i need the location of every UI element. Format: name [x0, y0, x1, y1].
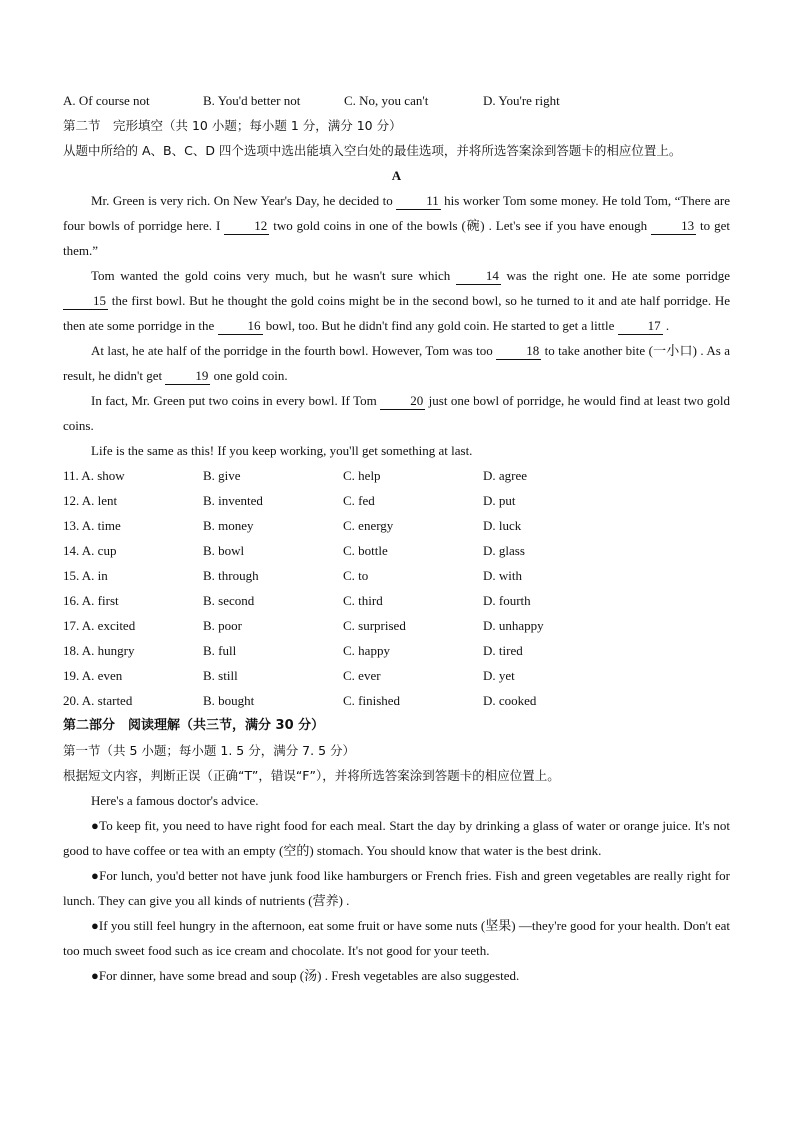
passage-paragraph-2: Tom wanted the gold coins very much, but he wasn't sure which 14 was the right one. He ate some porridge 15 the first bowl. But he thought the gold coins might be in the second bowl, so he turned to it and ate half porridge. He then ate some porridge in the 16 bowl, too. But he didn't find any gold coin. He started to get a little 17 . [63, 268, 730, 333]
advice-bullet-4: ●For dinner, have some bread and soup (汤) . Fresh vegetables are also suggested. [91, 968, 520, 983]
question-row: 19. A. even B. still C. ever D. yet [63, 668, 515, 683]
advice-bullet-1: ●To keep fit, you need to have right food for each meal. Start the day by drinking a glass of water or orange juice. It's not good to have coffee or tea with an empty (空的) stomach. You should know that water is the best drink. [63, 818, 730, 858]
question-row: 15. A. in B. through C. to D. with [63, 568, 522, 583]
advice-bullet-3: ●If you still feel hungry in the afternoon, eat some fruit or have some nuts (坚果) —they're good for your health. Don't eat too much sweet food such as ice cream and chocolate. It's not good for your teeth. [63, 918, 730, 958]
blank-18: 18 [496, 343, 541, 360]
blank-12: 12 [224, 218, 269, 235]
document-page [63, 88, 730, 988]
option-d: D. You're right [483, 93, 560, 108]
question-row: 13. A. time B. money C. energy D. luck [63, 518, 522, 533]
advice-bullet-2: ●For lunch, you'd better not have junk food like hamburgers or French fries. Fish and green vegetables are really right for lunch. They can give you all kinds of nutrients (营养) . [63, 868, 730, 908]
option-c: C. No, you can't [344, 93, 429, 108]
passage-heading: A [391, 168, 402, 183]
blank-20: 20 [380, 393, 425, 410]
question-row: 14. A. cup B. bowl C. bottle D. glass [63, 543, 525, 558]
blank-19: 19 [165, 368, 210, 385]
passage-paragraph-1: Mr. Green is very rich. On New Year's Day, he decided to 11 his worker Tom some money. He told Tom, “There are four bowls of porridge here. I 12 two gold coins in one of the bowls (碗) . Let's see if you have enough 13 to get them.” [63, 193, 730, 258]
blank-16: 16 [218, 318, 263, 335]
passage-paragraph-4: In fact, Mr. Green put two coins in every bowl. If Tom 20 just one bowl of porridge, he would find at least two gold coins. [63, 393, 731, 433]
previous-question-options [63, 88, 730, 113]
question-row: 12. A. lent B. invented C. fed D. put [63, 493, 516, 508]
question-row: 11. A. show B. give C. help D. agree [63, 468, 528, 483]
question-options-list [63, 463, 730, 713]
option-b: B. You'd better not [203, 93, 301, 108]
part2-instruction: 根据短文内容，判断正误（正确“T”，错误“F”），并将所选答案涂到答题卡的相应位置上。 [63, 768, 560, 783]
part2-section1-title: 第一节（共 5 小题；每小题 1. 5 分，满分 7. 5 分） [63, 743, 355, 758]
passage-paragraph-3: At last, he ate half of the porridge in the fourth bowl. However, Tom was too 18 to take another bite (一小口) . As a result, he didn't get 19 one gold coin. [63, 343, 730, 383]
section2-instruction: 从题中所给的 A、B、C、D 四个选项中选出能填入空白处的最佳选项，并将所选答案涂到答题卡的相应位置上。 [63, 143, 682, 158]
blank-14: 14 [456, 268, 501, 285]
option-a: A. Of course not [63, 93, 150, 108]
reading-intro: Here's a famous doctor's advice. [91, 793, 259, 808]
blank-17: 17 [618, 318, 663, 335]
question-row: 17. A. excited B. poor C. surprised D. unhappy [63, 618, 544, 633]
blank-13: 13 [651, 218, 696, 235]
part2-title: 第二部分 阅读理解（共三节，满分 30 分） [63, 718, 325, 733]
section2-title: 第二节 完形填空（共 10 小题；每小题 1 分，满分 10 分） [63, 118, 402, 133]
blank-15: 15 [63, 293, 108, 310]
question-row: 20. A. started B. bought C. finished D. cooked [63, 693, 537, 708]
question-row: 18. A. hungry B. full C. happy D. tired [63, 643, 523, 658]
blank-11: 11 [396, 193, 441, 210]
question-row: 16. A. first B. second C. third D. fourth [63, 593, 531, 608]
passage-paragraph-5: Life is the same as this! If you keep working, you'll get something at last. [91, 443, 473, 458]
